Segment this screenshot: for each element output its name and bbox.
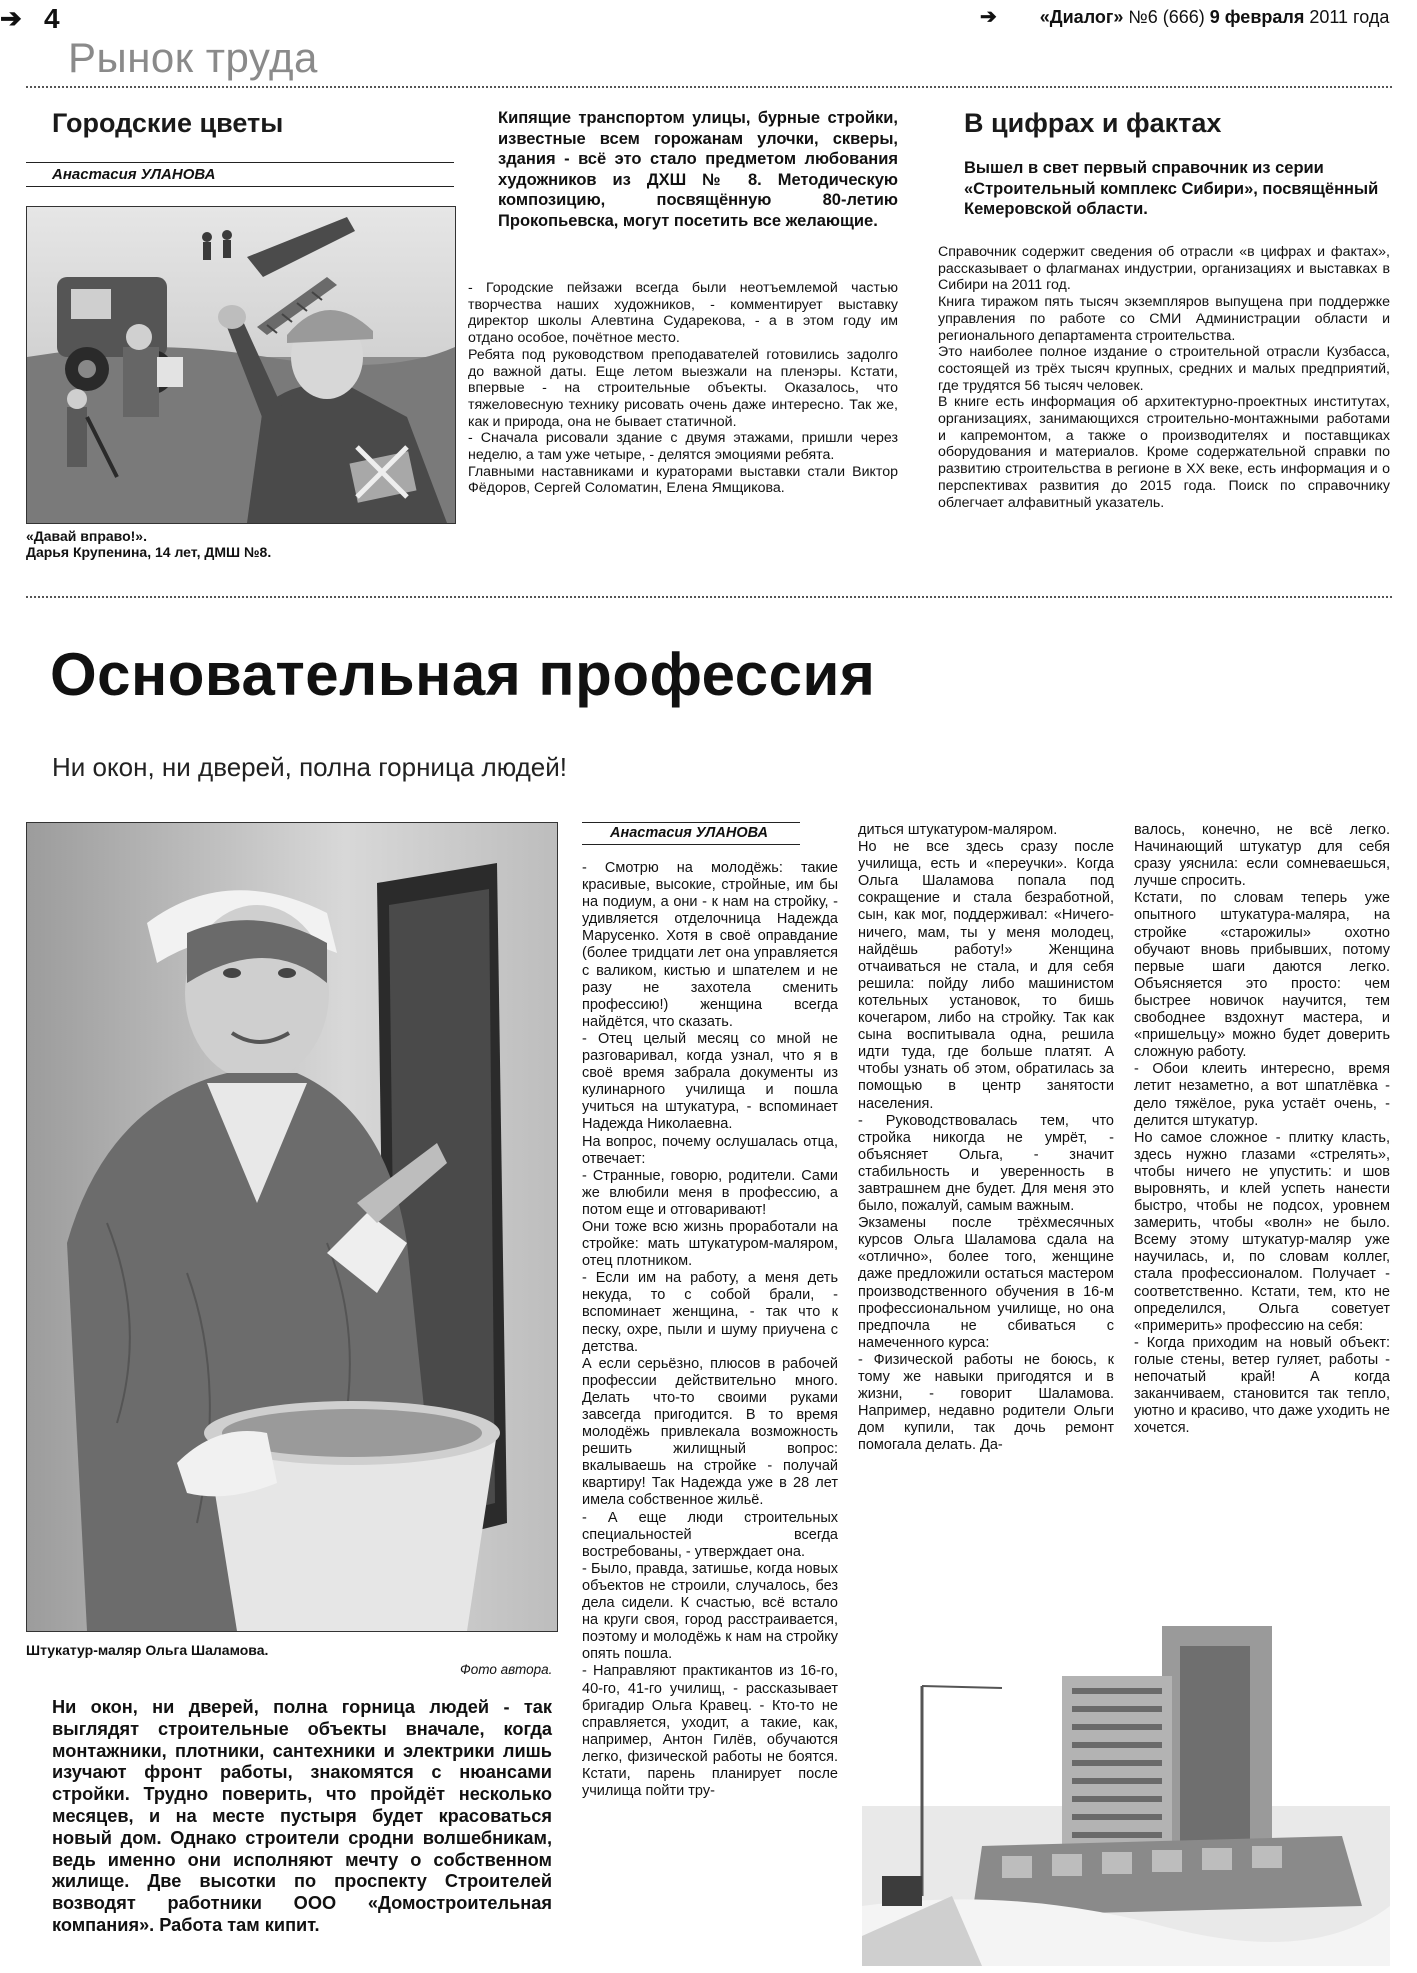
byline-rule xyxy=(582,844,800,845)
paragraph: А если серьёзно, плюсов в рабочей профессии действительно много. Делать что-то своими руками завсегда пригодится. В то время молодёжь привлекала возможность решить жилищный вопрос: вкалываешь на стройке - получай квартиру! Так Надежда уже в 28 лет имела собственное жильё. xyxy=(582,1355,838,1509)
section-divider xyxy=(26,596,1392,598)
caption-line: Дарья Крупенина, 14 лет, ДМШ №8. xyxy=(26,544,272,560)
header-divider xyxy=(26,86,1392,88)
subheadline: Ни окон, ни дверей, полна горница людей! xyxy=(52,752,568,782)
article-lead: Ни окон, ни дверей, полна горница людей - так выглядят строительные объекты вначале, когда монтажники, плотники, сантехники и электрики лишь изучают фронт работы, знакомятся с нюансами стройки. Трудно поверить, что пройдёт несколько месяцев, и на месте пустыря будет красоваться новый дом. Однако строители сродни волшебникам, ведь именно они исполняют мечту о собственном жилище. Две высотки по проспекту Строителей возводят работники ООО «Домостроительная компания». Работа там кипит. xyxy=(52,1697,552,1935)
paragraph: Но не все здесь сразу после училища, есть и «переучки». Когда Ольга Шаламова попала под сокращение и стала безработной, сын, как мог, поддерживал: «Ничего-ничего, мам, ты у меня молодец, найдёшь работу!» Женщина отчаиваться не стала, и для себя решила: пойду либо машинистом котельных установок, то бишь кочегаром, либо на стройку. Так как сына воспитывала одна, решила идти туда, где больше платят. А чтобы узнать об этом, обратилась за помощью в центр занятости населения. xyxy=(858,839,1114,1112)
paragraph: - Было, правда, затишье, когда новых объектов не строили, случалось, без дела сидели. К счастью, всё встало на круги своя, город расстраивается, поэтому и молодёжь к нам на стройку опять пошла. xyxy=(582,1560,838,1663)
byline-rule xyxy=(26,162,454,163)
byline-rule xyxy=(26,186,454,187)
paragraph: диться штукатуром-маляром. xyxy=(858,822,1058,838)
page-number: 4 xyxy=(44,3,60,34)
construction-photo xyxy=(862,1606,1390,1966)
caption-line: «Давай вправо!». xyxy=(26,528,147,544)
paragraph: валось, конечно, не всё легко. Начинающий штукатур для себя сразу уяснила: если сомневаешься, лучше спросить. xyxy=(1134,822,1390,890)
article-title: Городские цветы xyxy=(52,108,284,138)
article-column-1 xyxy=(582,860,838,1800)
article-column-2 xyxy=(858,822,1114,1454)
paragraph: - Смотрю на молодёжь: такие красивые, высокие, стройные, им бы на подиум, а они - к нам на стройку, - удивляется отделочница Надежда Марусенко. Хотя в своё оправдание (более тридцати лет она управляется с валиком, кистью и шпателем и не разу не захотела сменить профессию!) женщина всегда найдётся, что сказать. xyxy=(582,860,838,1030)
headline: Основательная профессия xyxy=(50,641,876,708)
article-lead: Кипящие транспортом улицы, бурные стройки, известные всем горожанам улочки, скверы, здания - всё это стало предметом любования художников из ДХШ № 8. Методическую композицию, посвящённую 80-летию Прокопьевска, могут посетить все желающие. xyxy=(498,109,898,230)
section-title: Рынок труда xyxy=(68,34,318,81)
paragraph: Книга тиражом пять тысяч экземпляров выпущена при поддержке управления по работе со СМИ Администрации области и регионального департамента строительства. xyxy=(938,294,1390,344)
article-lead: Вышел в свет первый справочник из серии «Строительный комплекс Сибири», посвящённый Кемеровской области. xyxy=(964,159,1379,218)
arrow-right-icon: ➔ xyxy=(980,6,997,28)
photo-caption xyxy=(26,528,326,560)
photo-caption: Штукатур-маляр Ольга Шаламова. xyxy=(26,1642,269,1658)
arrow-right-icon: ➔ xyxy=(0,3,22,33)
paragraph: - Руководствовалась тем, что стройка никогда не умрёт, - объясняет Ольга, - значит стабильность и уверенность в завтрашнем дне будет. Для меня это было, пожалуй, самым важным. xyxy=(858,1112,1114,1215)
article-title: В цифрах и фактах xyxy=(964,108,1222,138)
paragraph: - Когда приходим на новый объект: голые стены, ветер гуляет, работы - непочатый край! А когда заканчиваем, становится так тепло, уютно и красиво, что даже уходить не хочется. xyxy=(1134,1334,1390,1437)
byline: Анастасия УЛАНОВА xyxy=(610,825,769,841)
painting-image xyxy=(26,206,456,524)
paragraph: - Физической работы не боюсь, к тому же навыки пригодятся и в жизни, - говорит Шаламова. Например, недавно родители Ольги дом купили, так дочь ремонт помогала делать. Да- xyxy=(858,1351,1114,1454)
paragraph: Но самое сложное - плитку класть, здесь нужно глазами «стрелять», чтобы ничего не упустить: и шов выровнять, и клей успеть нанести быстро, чтобы не подсох, уровнем замерить, чтобы «волн» не было. Всему этому штукатур-маляр уже научилась, и, по словам коллег, стала профессионалом. Получает - соответственно. Кстати, тем, кто не определился, Ольга советует «примерить» профессию на себя: xyxy=(1134,1129,1390,1334)
paragraph: Главными наставниками и кураторами выставки стали Виктор Фёдоров, Сергей Соломатин, Елена Ямщикова. xyxy=(468,463,898,497)
paragraph: - Если им на работу, а меня деть некуда, то с собой брали, - вспоминает женщина, - так что к песку, охре, пыли и шуму приучена с детства. xyxy=(582,1270,838,1355)
masthead-info xyxy=(980,4,1389,29)
paragraph: - Обои клеить интересно, время летит незаметно, а вот шпатлёвка - дело тяжёлое, рука устаёт очень, - делится штукатур. xyxy=(1134,1061,1390,1129)
paragraph: - А еще люди строительных специальностей всегда востребованы, - утверждает она. xyxy=(582,1509,838,1560)
paragraph: В книге есть информация об архитектурно-проектных институтах, организациях, занимающихся строительно-монтажными работами и капремонтом, а также о производителях и поставщиках оборудования и материалов. Кроме содержательной справки по развитию строительства в регионе в XX веке, есть информация и о перспективах развития до 2015 года. Поиск по справочнику облегчает алфавитный указатель. xyxy=(938,394,1390,511)
paragraph: - Направляют практикантов из 16-го, 40-го, 41-го училищ, - рассказывает бригадир Ольга Кравец. - Кто-то не справляется, уходит, а такие, как, например, Антон Гилёв, обучаются легко, физической работы не боятся. Кстати, парень планирует после училища пойти тру- xyxy=(582,1663,838,1800)
photo-credit: Фото автора. xyxy=(460,1662,553,1677)
article-column-3 xyxy=(1134,822,1390,1437)
paragraph: На вопрос, почему ослушалась отца, отвечает: xyxy=(582,1133,838,1167)
paragraph: - Отец целый месяц со мной не разговаривал, когда узнал, что я в своё время забрала документы из кулинарного училища и пошла учиться на штукатура, - вспоминает Надежда Николаевна. xyxy=(582,1030,838,1133)
paragraph: - Сначала рисовали здание с двумя этажами, пришли через неделю, а там уже четыре, - делятся эмоциями ребята. xyxy=(468,430,898,464)
article-body xyxy=(468,280,898,497)
paragraph: Кстати, по словам теперь уже опытного штукатура-маляра, на стройке «старожилы» охотно обучают вновь прибывших, потому первые шаги даются легко. Объясняется это просто: чем быстрее новичок научится, тем свободнее вздохнут мастера, и «пришельцу» можно будет доверить сложную работу. xyxy=(1134,890,1390,1061)
article-body xyxy=(938,244,1390,511)
issue-date: 9 февраля xyxy=(1209,7,1305,27)
paragraph: - Городские пейзажи всегда были неотъемлемой частью творчества наших художников, - комментирует выставку директор школы Алевтина Сударекова, - а в этом году им отдано особое, почётное место. xyxy=(468,280,898,347)
paragraph: Экзамены после трёхмесячных курсов Ольга Шаламова сдала на «отлично», более того, женщине даже предложили остаться мастером производственного обучения в 16-м профессиональном училище, но она предпочла не сбиваться с намеченного курса: xyxy=(858,1215,1114,1351)
issue-year: 2011 года xyxy=(1309,7,1390,27)
byline-rule xyxy=(582,822,800,823)
byline: Анастасия УЛАНОВА xyxy=(52,166,216,183)
issue-number: №6 (666) xyxy=(1128,7,1205,27)
paragraph: - Странные, говорю, родители. Сами же влюбили меня в профессию, а потом еще и отговаривают! xyxy=(582,1167,838,1218)
paragraph: Справочник содержит сведения об отрасли «в цифрах и фактах», рассказывает о флагманах индустрии, организациях и выставках в Сибири на 2011 год. xyxy=(938,244,1390,294)
paper-name: «Диалог» xyxy=(1039,7,1124,27)
paragraph: Ребята под руководством преподавателей готовились задолго до важной даты. Еще летом выезжали на пленэры. Кстати, впервые - на строительные объекты. Оказалось, что тяжеловесную технику рисовать очень даже интересно. Так же, как и природа, она не бывает статичной. xyxy=(468,346,898,430)
portrait-photo xyxy=(26,822,558,1632)
paragraph: Они тоже всю жизнь проработали на стройке: мать штукатуром-маляром, отец плотником. xyxy=(582,1218,838,1270)
paragraph: Это наиболее полное издание о строительной отрасли Кузбасса, состоящей из трёх тысяч крупных, средних и малых предприятий, где трудятся 56 тысяч человек. xyxy=(938,344,1390,394)
